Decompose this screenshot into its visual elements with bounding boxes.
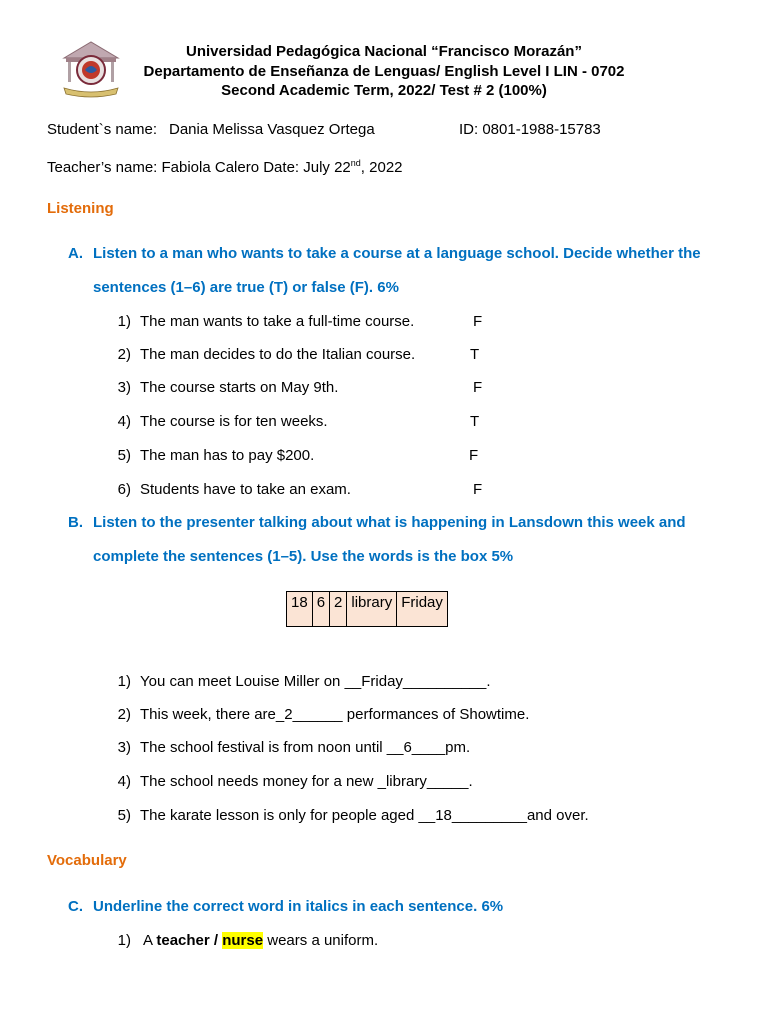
section-c-instruction: Underline the correct word in italics in each sentence. 6%	[93, 898, 504, 915]
listening-heading: Listening	[47, 200, 114, 217]
true-false-statement: The man decides to do the Italian course.	[140, 346, 416, 363]
true-false-answer: T	[470, 413, 480, 430]
vocabulary-heading: Vocabulary	[47, 852, 127, 869]
word-box-cell: 18	[287, 592, 313, 627]
section-c-letter: C.	[68, 898, 83, 915]
true-false-answer: T	[470, 346, 480, 363]
word-box-cell: 6	[312, 592, 329, 627]
word-box-cell: library	[347, 592, 397, 627]
teacher-date-text: Teacher’s name: Fabiola Calero Date: July 22	[47, 159, 351, 176]
student-name: Dania Melissa Vasquez Ortega	[169, 121, 375, 138]
word-box-row	[287, 592, 448, 627]
completion-sentence: The school needs money for a new _library_____.	[140, 773, 473, 790]
section-a-letter: A.	[68, 245, 83, 262]
student-id: ID: 0801-1988-15783	[459, 121, 601, 138]
item-number: 3)	[117, 379, 131, 396]
item-number: 1)	[117, 932, 131, 949]
item-number: 4)	[117, 413, 131, 430]
section-a-instruction-2: sentences (1–6) are true (T) or false (F). 6%	[93, 279, 399, 296]
item-number: 5)	[117, 807, 131, 824]
item-number: 3)	[117, 739, 131, 756]
completion-sentence: You can meet Louise Miller on __Friday__________.	[140, 673, 491, 690]
option-nurse-highlighted: nurse	[222, 932, 264, 949]
word-box-cell: 2	[330, 592, 347, 627]
date-superscript: nd	[350, 158, 361, 168]
true-false-answer: F	[473, 481, 483, 498]
true-false-answer: F	[473, 313, 483, 330]
student-name-label: Student`s name:	[47, 121, 158, 138]
section-a-instruction-1: Listen to a man who wants to take a course at a language school. Decide whether the	[93, 245, 701, 262]
university-name: Universidad Pedagógica Nacional “Francisco Morazán”	[186, 43, 582, 60]
teacher-date-line	[47, 154, 403, 177]
item-number: 1)	[117, 673, 131, 690]
term-line: Second Academic Term, 2022/ Test # 2 (100%)	[221, 82, 547, 99]
true-false-statement: Students have to take an exam.	[140, 481, 351, 498]
item-number: 2)	[117, 346, 131, 363]
item-number: 4)	[117, 773, 131, 790]
completion-sentence: The karate lesson is only for people aged __18_________and over.	[140, 807, 589, 824]
true-false-statement: The man wants to take a full-time course.	[140, 313, 415, 330]
sentence-start: A	[143, 932, 157, 949]
item-number: 6)	[117, 481, 131, 498]
word-box	[286, 591, 448, 627]
true-false-answer: F	[473, 379, 483, 396]
section-b-instruction-2: complete the sentences (1–5). Use the words is the box 5%	[93, 548, 514, 565]
completion-sentence: This week, there are_2______ performances of Showtime.	[140, 706, 530, 723]
true-false-statement: The man has to pay $200.	[140, 447, 315, 464]
item-number: 2)	[117, 706, 131, 723]
sentence-end: wears a uniform.	[263, 932, 379, 949]
true-false-statement: The course starts on May 9th.	[140, 379, 339, 396]
word-box-cell: Friday	[397, 592, 448, 627]
date-year: , 2022	[360, 159, 403, 176]
option-teacher: teacher /	[156, 932, 223, 949]
department-line: Departamento de Enseñanza de Lenguas/ English Level I LIN - 0702	[143, 63, 625, 80]
item-number: 1)	[117, 313, 131, 330]
vocabulary-sentence	[143, 932, 378, 950]
completion-sentence: The school festival is from noon until __6____pm.	[140, 739, 471, 756]
section-b-instruction-1: Listen to the presenter talking about what is happening in Lansdown this week and	[93, 514, 686, 531]
true-false-statement: The course is for ten weeks.	[140, 413, 328, 430]
section-b-letter: B.	[68, 514, 83, 531]
item-number: 5)	[117, 447, 131, 464]
true-false-answer: F	[469, 447, 479, 464]
